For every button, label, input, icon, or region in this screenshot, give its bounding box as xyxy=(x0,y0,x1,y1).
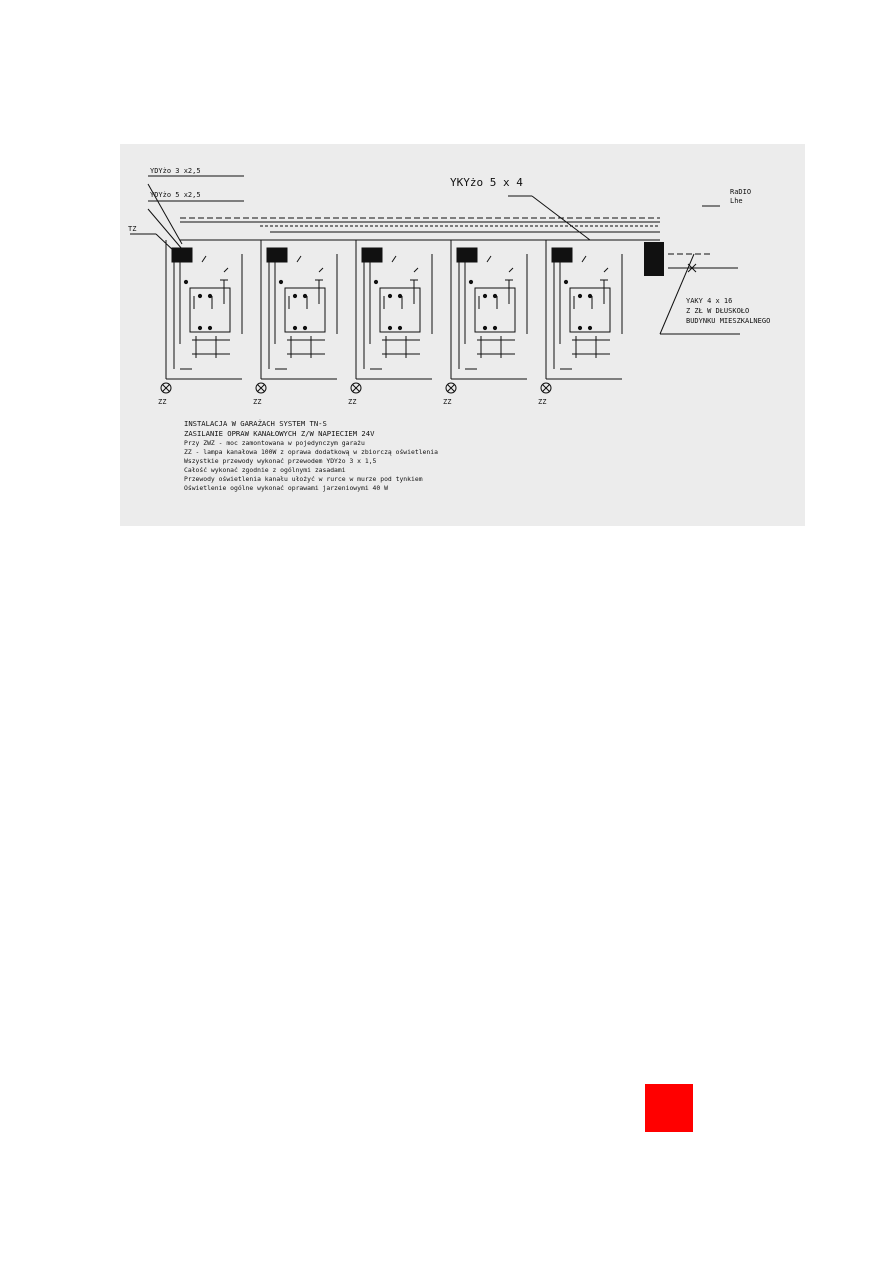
feed-label-3: BUDYNKU MIESZKALNEGO xyxy=(686,317,771,325)
main-cable-label: YKYżo 5 x 4 xyxy=(450,176,523,189)
note-line: ZASILANIE OPRAW KANAŁOWYCH Z/W NAPIECIEM 24V xyxy=(184,429,375,438)
lamp-label: ZZ xyxy=(443,398,452,406)
feed-label-1: YAKY 4 x 16 xyxy=(686,297,733,305)
note-line: Całość wykonać zgodnie z ogólnymi zasadami xyxy=(184,466,346,474)
lamp-label: ZZ xyxy=(538,398,547,406)
note-line: ZZ - lampa kanałowa 100W z oprawa dodatkową w zbiorczą oświetlenia xyxy=(184,448,438,456)
cable-label-b: YDYżo 5 x2,5 xyxy=(150,191,201,199)
radio-label-2: Lhe xyxy=(730,197,743,205)
radio-label: RaDIO xyxy=(730,188,752,196)
schematic-panel xyxy=(120,144,805,526)
lamp-label: ZZ xyxy=(348,398,357,406)
tag-label: TZ xyxy=(128,225,137,233)
note-line: Wszystkie przewody wykonać przewodem YDYżo 3 x 1,5 xyxy=(184,457,377,465)
note-line: INSTALACJA W GARAŻACH SYSTEM TN-S xyxy=(184,419,327,428)
red-square xyxy=(645,1084,693,1132)
notes-block xyxy=(184,419,438,492)
lamp-label: ZZ xyxy=(158,398,167,406)
note-line: Przy ZWZ - moc zamontowana w pojedynczym garażu xyxy=(184,439,365,447)
cable-label-a: YDYżo 3 x2,5 xyxy=(150,167,201,175)
feed-label-2: Z ZŁ W DŁUSKOŁO xyxy=(686,307,750,315)
lamp-label: ZZ xyxy=(253,398,262,406)
note-line: Przewody oświetlenia kanału ułożyć w rurce w murze pod tynkiem xyxy=(184,475,423,483)
note-line: Oświetlenie ogólne wykonać oprawami jarzeniowymi 40 W xyxy=(184,484,388,492)
